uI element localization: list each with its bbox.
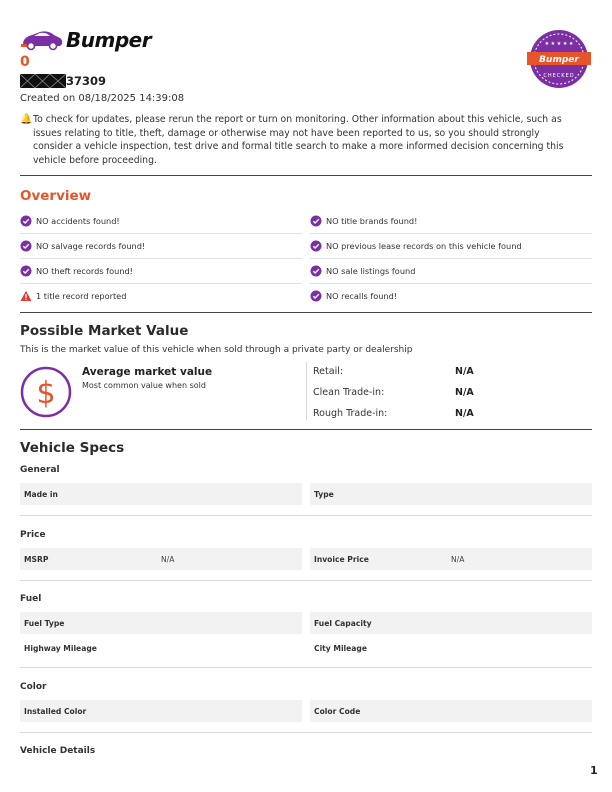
overview-item	[20, 284, 302, 308]
check-icon	[310, 290, 322, 302]
overview-item-text: NO title brands found!	[326, 216, 418, 226]
overview-item-text: NO sale listings found	[326, 266, 416, 276]
bell-icon: 🔔	[20, 114, 33, 125]
msrp-label: MSRP	[24, 554, 49, 564]
check-icon	[310, 240, 322, 252]
rough-trade-in-label: Rough Trade-in:	[313, 408, 388, 419]
page-number: 1	[590, 764, 598, 777]
vehicle-details-heading: Vehicle Details	[20, 746, 96, 756]
fuel-capacity-label: Fuel Capacity	[314, 618, 372, 628]
invoice-price-value: N/A	[451, 554, 465, 564]
divider	[20, 429, 592, 430]
overview-item	[310, 234, 592, 259]
fuel-heading: Fuel	[20, 594, 42, 604]
installed-color-label: Installed Color	[24, 706, 87, 716]
report-id-prefix: 0	[20, 54, 30, 70]
type-label: Type	[314, 489, 334, 499]
price-heading: Price	[20, 530, 46, 540]
divider	[20, 515, 592, 516]
overview-item	[310, 284, 592, 308]
overview-right-column	[310, 209, 592, 308]
svg-text:$: $	[36, 376, 56, 411]
divider	[20, 732, 592, 733]
color-heading: Color	[20, 682, 47, 692]
overview-item-text: NO salvage records found!	[36, 241, 146, 251]
overview-item	[20, 259, 302, 284]
overview-item	[20, 209, 302, 234]
vin-visible-digits: 37309	[66, 74, 107, 88]
update-notice	[20, 113, 580, 167]
divider	[20, 667, 592, 668]
market-value-subtitle: This is the market value of this vehicle when sold through a private party or dealership	[20, 345, 413, 355]
svg-text:★ ★ ★ ★ ★: ★ ★ ★ ★ ★	[544, 41, 574, 47]
made-in-label: Made in	[24, 489, 58, 499]
brand-name: Bumper	[66, 28, 152, 52]
notice-text: To check for updates, please rerun the report or turn on monitoring. Other information about this vehicle, such as issues relating to title, theft, damage or otherwise may not have been reported to us, so you should strongly consider a vehicle inspection, test drive and formal title search to make a more informed decision concerning this vehicle before proceeding.	[33, 114, 564, 166]
overview-item-text: 1 title record reported	[36, 291, 127, 301]
bumper-checked-badge-icon	[526, 28, 592, 90]
bumper-logo	[20, 28, 151, 52]
type-field	[310, 483, 592, 505]
warning-icon	[20, 290, 32, 302]
msrp-value: N/A	[161, 554, 175, 564]
msrp-field	[20, 548, 302, 570]
color-code-field	[310, 700, 592, 722]
rough-trade-in-value: N/A	[455, 408, 474, 419]
city-mileage-field	[310, 637, 592, 659]
color-code-label: Color Code	[314, 706, 361, 716]
overview-title: Overview	[20, 188, 92, 204]
fuel-type-field	[20, 612, 302, 634]
fuel-type-label: Fuel Type	[24, 618, 65, 628]
overview-item-text: NO theft records found!	[36, 266, 133, 276]
check-icon	[20, 240, 32, 252]
created-timestamp: Created on 08/18/2025 14:39:08	[20, 93, 185, 104]
highway-mileage-field	[20, 637, 302, 659]
check-icon	[310, 215, 322, 227]
average-market-value-subtitle: Most common value when sold	[82, 381, 206, 390]
clean-trade-in-value: N/A	[455, 387, 474, 398]
highway-mileage-label: Highway Mileage	[24, 643, 97, 653]
overview-item-text: NO previous lease records on this vehicle found	[326, 241, 522, 251]
clean-trade-in-label: Clean Trade-in:	[313, 387, 385, 398]
vehicle-specs-title: Vehicle Specs	[20, 440, 125, 456]
check-icon	[310, 265, 322, 277]
check-icon	[20, 265, 32, 277]
general-heading: General	[20, 465, 60, 475]
badge-word: Bumper	[539, 55, 579, 65]
dollar-icon	[20, 366, 72, 418]
retail-label: Retail:	[313, 366, 344, 377]
average-market-value-title: Average market value	[82, 366, 213, 378]
overview-item	[20, 234, 302, 259]
overview-item-text: NO accidents found!	[36, 216, 120, 226]
redacted-vin-block	[20, 74, 66, 88]
overview-item-text: NO recalls found!	[326, 291, 398, 301]
retail-value: N/A	[455, 366, 474, 377]
divider	[20, 580, 592, 581]
badge-sub: CHECKED	[543, 73, 575, 79]
check-icon	[20, 215, 32, 227]
invoice-price-label: Invoice Price	[314, 554, 369, 564]
fuel-capacity-field	[310, 612, 592, 634]
divider	[20, 175, 592, 176]
invoice-price-field	[310, 548, 592, 570]
market-value-title: Possible Market Value	[20, 323, 189, 339]
overview-item	[310, 209, 592, 234]
made-in-field	[20, 483, 302, 505]
overview-left-column	[20, 209, 302, 308]
city-mileage-label: City Mileage	[314, 643, 368, 653]
divider	[306, 362, 307, 420]
overview-item	[310, 259, 592, 284]
divider	[20, 312, 592, 313]
installed-color-field	[20, 700, 302, 722]
car-logo-icon	[20, 29, 64, 51]
